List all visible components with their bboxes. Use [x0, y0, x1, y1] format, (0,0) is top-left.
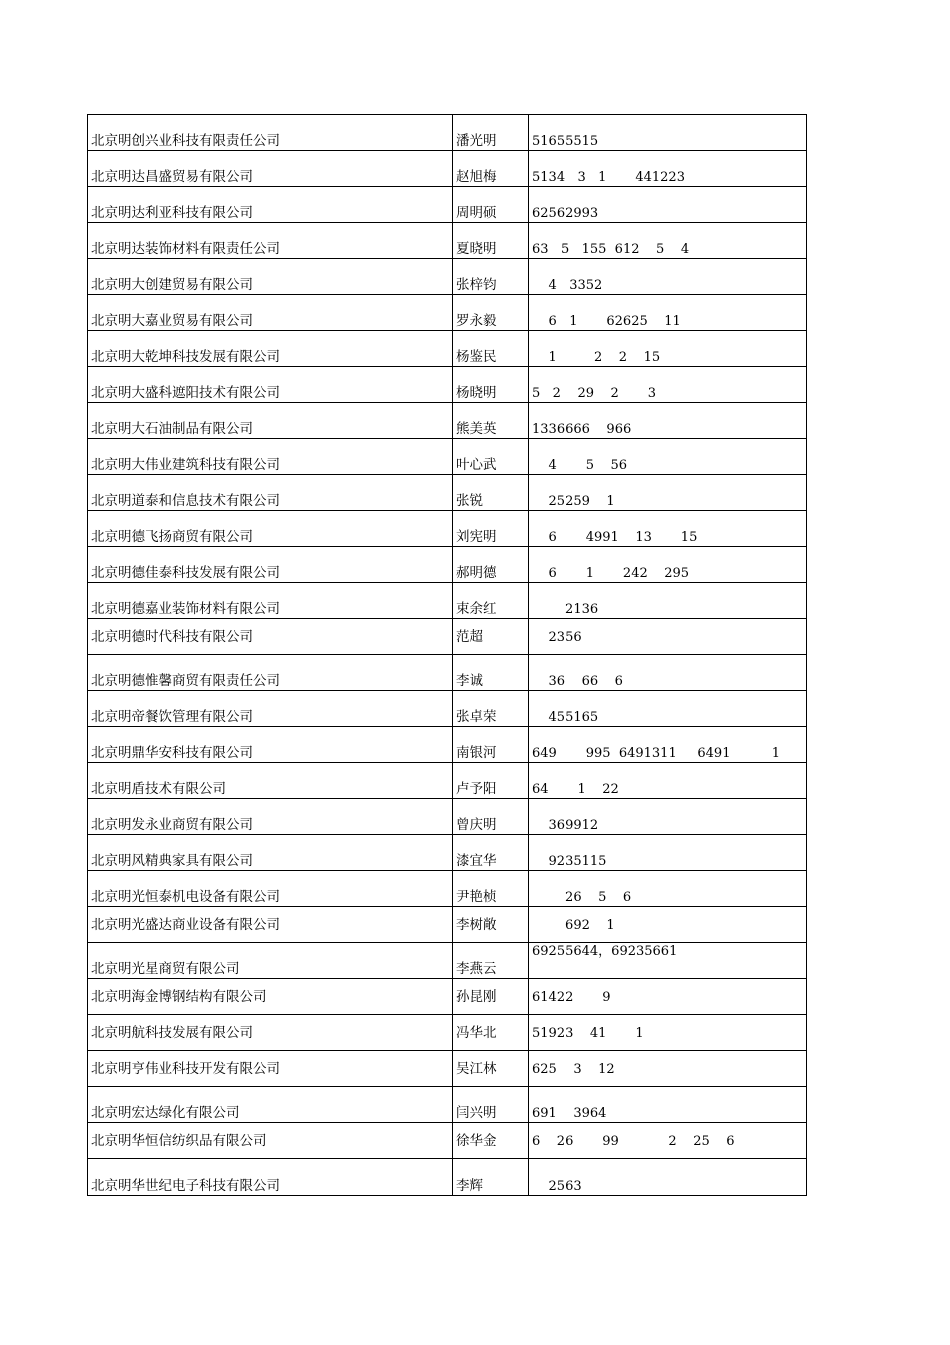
company-name-cell[interactable] [88, 943, 453, 978]
company-name-cell[interactable] [88, 799, 453, 834]
table-row [88, 223, 806, 259]
phone-number: 692 1 [532, 918, 615, 933]
phone-number: 2136 [532, 602, 599, 617]
company-name-cell[interactable] [88, 439, 453, 474]
contact-person-cell[interactable] [453, 403, 529, 438]
contact-person-cell[interactable] [453, 1159, 529, 1195]
phone-number: 63 5 155 612 5 4 [532, 242, 690, 257]
phone-number: 649 995 6491311 6491 1 [532, 746, 781, 761]
phone-cell[interactable] [529, 727, 806, 762]
phone-cell[interactable] [529, 907, 806, 942]
table-row [88, 979, 806, 1015]
company-name: 北京明光星商贸有限公司 [91, 960, 240, 977]
company-name: 北京明光恒泰机电设备有限公司 [91, 888, 280, 905]
company-name: 北京明大石油制品有限公司 [91, 420, 253, 437]
company-name-cell[interactable] [88, 871, 453, 906]
table-row [88, 1087, 806, 1123]
company-name-cell[interactable] [88, 295, 453, 330]
company-name: 北京明大乾坤科技发展有限公司 [91, 348, 280, 365]
phone-cell[interactable] [529, 655, 806, 690]
table-row [88, 403, 806, 439]
contact-person: 张锐 [456, 492, 483, 509]
table-row [88, 331, 806, 367]
table-row [88, 835, 806, 871]
table-row [88, 655, 806, 691]
phone-number: 9235115 [532, 854, 607, 869]
phone-cell[interactable] [529, 115, 806, 150]
contact-person-cell[interactable] [453, 187, 529, 222]
table-row [88, 115, 806, 151]
contact-person-cell[interactable] [453, 259, 529, 294]
contact-person-cell[interactable] [453, 1015, 529, 1050]
contact-person: 南银河 [456, 744, 497, 761]
phone-cell[interactable] [529, 259, 806, 294]
contact-person: 曾庆明 [456, 816, 497, 833]
company-name-cell[interactable] [88, 583, 453, 618]
contact-person-cell[interactable] [453, 511, 529, 546]
contact-person: 吴江林 [456, 1061, 497, 1077]
phone-cell[interactable] [529, 511, 806, 546]
phone-cell[interactable] [529, 619, 806, 654]
contact-person: 漆宜华 [456, 852, 497, 869]
company-name: 北京明大盛科遮阳技术有限公司 [91, 384, 280, 401]
contact-person: 卢予阳 [456, 780, 497, 797]
table-row [88, 1123, 806, 1159]
company-name: 北京明德飞扬商贸有限公司 [91, 528, 253, 545]
phone-number: 62562993 [532, 206, 599, 221]
table-row [88, 907, 806, 943]
table-row [88, 367, 806, 403]
contact-person: 张卓荣 [456, 708, 497, 725]
company-name-cell[interactable] [88, 835, 453, 870]
contact-person: 尹艳桢 [456, 888, 497, 905]
phone-number: 455165 [532, 710, 599, 725]
company-name: 北京明大创建贸易有限公司 [91, 276, 253, 293]
contact-person-cell[interactable] [453, 223, 529, 258]
company-name-cell[interactable] [88, 475, 453, 510]
contact-person-cell[interactable] [453, 727, 529, 762]
company-name: 北京明光盛达商业设备有限公司 [91, 917, 280, 933]
phone-cell[interactable] [529, 151, 806, 186]
table-row [88, 1015, 806, 1051]
company-name: 北京明风精典家具有限公司 [91, 852, 253, 869]
contact-person: 郝明德 [456, 564, 497, 581]
company-name-cell[interactable] [88, 151, 453, 186]
phone-cell[interactable] [529, 223, 806, 258]
contact-person-cell[interactable] [453, 835, 529, 870]
phone-number: 25259 1 [532, 494, 615, 509]
phone-cell[interactable] [529, 439, 806, 474]
company-name-cell[interactable] [88, 331, 453, 366]
company-name: 北京明大伟业建筑科技有限公司 [91, 456, 280, 473]
phone-number: 6 26 99 2 25 6 [532, 1134, 735, 1149]
contact-person-cell[interactable] [453, 583, 529, 618]
contact-person-cell[interactable] [453, 115, 529, 150]
company-name: 北京明大嘉业贸易有限公司 [91, 312, 253, 329]
company-name: 北京明德惟馨商贸有限责任公司 [91, 672, 280, 689]
contact-person: 潘光明 [456, 132, 497, 149]
phone-cell[interactable] [529, 475, 806, 510]
contact-person-cell[interactable] [453, 547, 529, 582]
contact-person: 李树敞 [456, 917, 497, 933]
phone-number: 64 1 22 [532, 782, 619, 797]
contact-person-cell[interactable] [453, 295, 529, 330]
table-row [88, 727, 806, 763]
company-name: 北京明海金博钢结构有限公司 [91, 989, 267, 1005]
contact-person: 孙昆刚 [456, 989, 497, 1005]
company-name-cell[interactable] [88, 187, 453, 222]
phone-cell[interactable] [529, 367, 806, 402]
company-name-cell[interactable] [88, 763, 453, 798]
company-name: 北京明创兴业科技有限责任公司 [91, 132, 280, 149]
phone-number: 6 1 242 295 [532, 566, 690, 581]
company-name-cell[interactable] [88, 1051, 453, 1086]
company-name-cell[interactable] [88, 403, 453, 438]
company-name: 北京明道泰和信息技术有限公司 [91, 492, 280, 509]
company-name-cell[interactable] [88, 547, 453, 582]
company-name-cell[interactable] [88, 619, 453, 654]
phone-cell[interactable] [529, 187, 806, 222]
table-row [88, 259, 806, 295]
phone-cell[interactable] [529, 835, 806, 870]
contact-person: 李燕云 [456, 960, 497, 977]
company-name-cell[interactable] [88, 655, 453, 690]
table-row [88, 799, 806, 835]
phone-cell[interactable] [529, 1015, 806, 1050]
company-name: 北京明华世纪电子科技有限公司 [91, 1177, 280, 1194]
phone-number: 69255644，69235661 [532, 944, 678, 959]
company-name-cell[interactable] [88, 1015, 453, 1050]
contact-person-cell[interactable] [453, 619, 529, 654]
company-name: 北京明德时代科技有限公司 [91, 629, 253, 645]
contact-person-cell[interactable] [453, 331, 529, 366]
table-row [88, 187, 806, 223]
phone-number: 369912 [532, 818, 599, 833]
phone-number: 5134 3 1 441223 [532, 170, 685, 185]
phone-number: 1 2 2 15 [532, 350, 661, 365]
contact-person-cell[interactable] [453, 1123, 529, 1158]
phone-cell[interactable] [529, 1051, 806, 1086]
company-name-cell[interactable] [88, 259, 453, 294]
phone-cell[interactable] [529, 1087, 806, 1122]
contact-person-cell[interactable] [453, 763, 529, 798]
contact-person: 叶心武 [456, 456, 497, 473]
phone-number: 26 5 6 [532, 890, 632, 905]
phone-number: 4 5 56 [532, 458, 628, 473]
company-name: 北京明华恒信纺织品有限公司 [91, 1133, 267, 1149]
contact-person: 李诚 [456, 672, 483, 689]
contact-person-cell[interactable] [453, 1087, 529, 1122]
contact-person-cell[interactable] [453, 979, 529, 1014]
contact-person: 杨晓明 [456, 384, 497, 401]
company-name: 北京明亨伟业科技开发有限公司 [91, 1061, 280, 1077]
company-name: 北京明鼎华安科技有限公司 [91, 744, 253, 761]
phone-number: 625 3 12 [532, 1062, 615, 1077]
phone-cell[interactable] [529, 799, 806, 834]
company-name-cell[interactable] [88, 691, 453, 726]
phone-cell[interactable] [529, 1159, 806, 1195]
company-name-cell[interactable] [88, 1123, 453, 1158]
contact-person-cell[interactable] [453, 475, 529, 510]
contact-person-cell[interactable] [453, 1051, 529, 1086]
table-row [88, 1051, 806, 1087]
company-name-cell[interactable] [88, 1087, 453, 1122]
phone-cell[interactable] [529, 979, 806, 1014]
phone-cell[interactable] [529, 403, 806, 438]
table-row [88, 547, 806, 583]
phone-number: 5 2 29 2 3 [532, 386, 657, 401]
phone-number: 61422 9 [532, 990, 611, 1005]
table-row [88, 439, 806, 475]
contact-person: 熊美英 [456, 420, 497, 437]
phone-number: 1336666 966 [532, 422, 632, 437]
company-name: 北京明发永业商贸有限公司 [91, 816, 253, 833]
company-name: 北京明宏达绿化有限公司 [91, 1104, 240, 1121]
phone-cell[interactable] [529, 691, 806, 726]
contact-person: 徐华金 [456, 1133, 497, 1149]
contact-person: 夏晓明 [456, 240, 497, 257]
company-name-cell[interactable] [88, 223, 453, 258]
phone-number: 691 3964 [532, 1106, 607, 1121]
phone-number: 2356 [532, 630, 582, 645]
contact-person-cell[interactable] [453, 655, 529, 690]
company-name: 北京明德佳泰科技发展有限公司 [91, 564, 280, 581]
phone-number: 6 4991 13 15 [532, 530, 698, 545]
phone-number: 4 3352 [532, 278, 603, 293]
table-row [88, 619, 806, 655]
company-name-cell[interactable] [88, 727, 453, 762]
contact-person: 束余红 [456, 600, 497, 617]
table-row [88, 1159, 806, 1195]
contact-person: 赵旭梅 [456, 168, 497, 185]
contact-person: 杨鉴民 [456, 348, 497, 365]
table-row [88, 151, 806, 187]
contact-table [87, 114, 807, 1196]
phone-cell[interactable] [529, 1123, 806, 1158]
contact-person-cell[interactable] [453, 871, 529, 906]
phone-number: 36 66 6 [532, 674, 623, 689]
table-row [88, 943, 806, 979]
phone-cell[interactable] [529, 943, 806, 978]
company-name-cell[interactable] [88, 907, 453, 942]
table-row [88, 583, 806, 619]
table-row [88, 295, 806, 331]
phone-cell[interactable] [529, 331, 806, 366]
contact-person: 李辉 [456, 1177, 483, 1194]
company-name: 北京明达装饰材料有限责任公司 [91, 240, 280, 257]
company-name-cell[interactable] [88, 367, 453, 402]
company-name-cell[interactable] [88, 115, 453, 150]
phone-number: 51655515 [532, 134, 599, 149]
table-row [88, 871, 806, 907]
contact-person-cell[interactable] [453, 691, 529, 726]
contact-person-cell[interactable] [453, 799, 529, 834]
table-row [88, 511, 806, 547]
phone-cell[interactable] [529, 583, 806, 618]
company-name-cell[interactable] [88, 979, 453, 1014]
contact-person: 刘宪明 [456, 528, 497, 545]
contact-person-cell[interactable] [453, 439, 529, 474]
contact-person-cell[interactable] [453, 907, 529, 942]
company-name-cell[interactable] [88, 511, 453, 546]
phone-cell[interactable] [529, 547, 806, 582]
company-name: 北京明德嘉业装饰材料有限公司 [91, 600, 280, 617]
contact-person-cell[interactable] [453, 943, 529, 978]
table-row [88, 763, 806, 799]
phone-cell[interactable] [529, 871, 806, 906]
company-name: 北京明达利亚科技有限公司 [91, 204, 253, 221]
company-name: 北京明达昌盛贸易有限公司 [91, 168, 253, 185]
phone-number: 51923 41 1 [532, 1026, 644, 1041]
contact-person-cell[interactable] [453, 151, 529, 186]
company-name: 北京明盾技术有限公司 [91, 780, 226, 797]
phone-cell[interactable] [529, 295, 806, 330]
phone-number: 6 1 62625 11 [532, 314, 681, 329]
table-row [88, 475, 806, 511]
contact-person: 冯华北 [456, 1025, 497, 1041]
phone-number: 2563 [532, 1179, 582, 1194]
table-row [88, 691, 806, 727]
contact-person: 张梓钧 [456, 276, 497, 293]
company-name: 北京明帝餐饮管理有限公司 [91, 708, 253, 725]
contact-person: 周明硕 [456, 204, 497, 221]
company-name-cell[interactable] [88, 1159, 453, 1195]
contact-person: 范超 [456, 629, 483, 645]
contact-person: 闫兴明 [456, 1104, 497, 1121]
phone-cell[interactable] [529, 763, 806, 798]
company-name: 北京明航科技发展有限公司 [91, 1025, 253, 1041]
contact-person-cell[interactable] [453, 367, 529, 402]
contact-person: 罗永毅 [456, 312, 497, 329]
